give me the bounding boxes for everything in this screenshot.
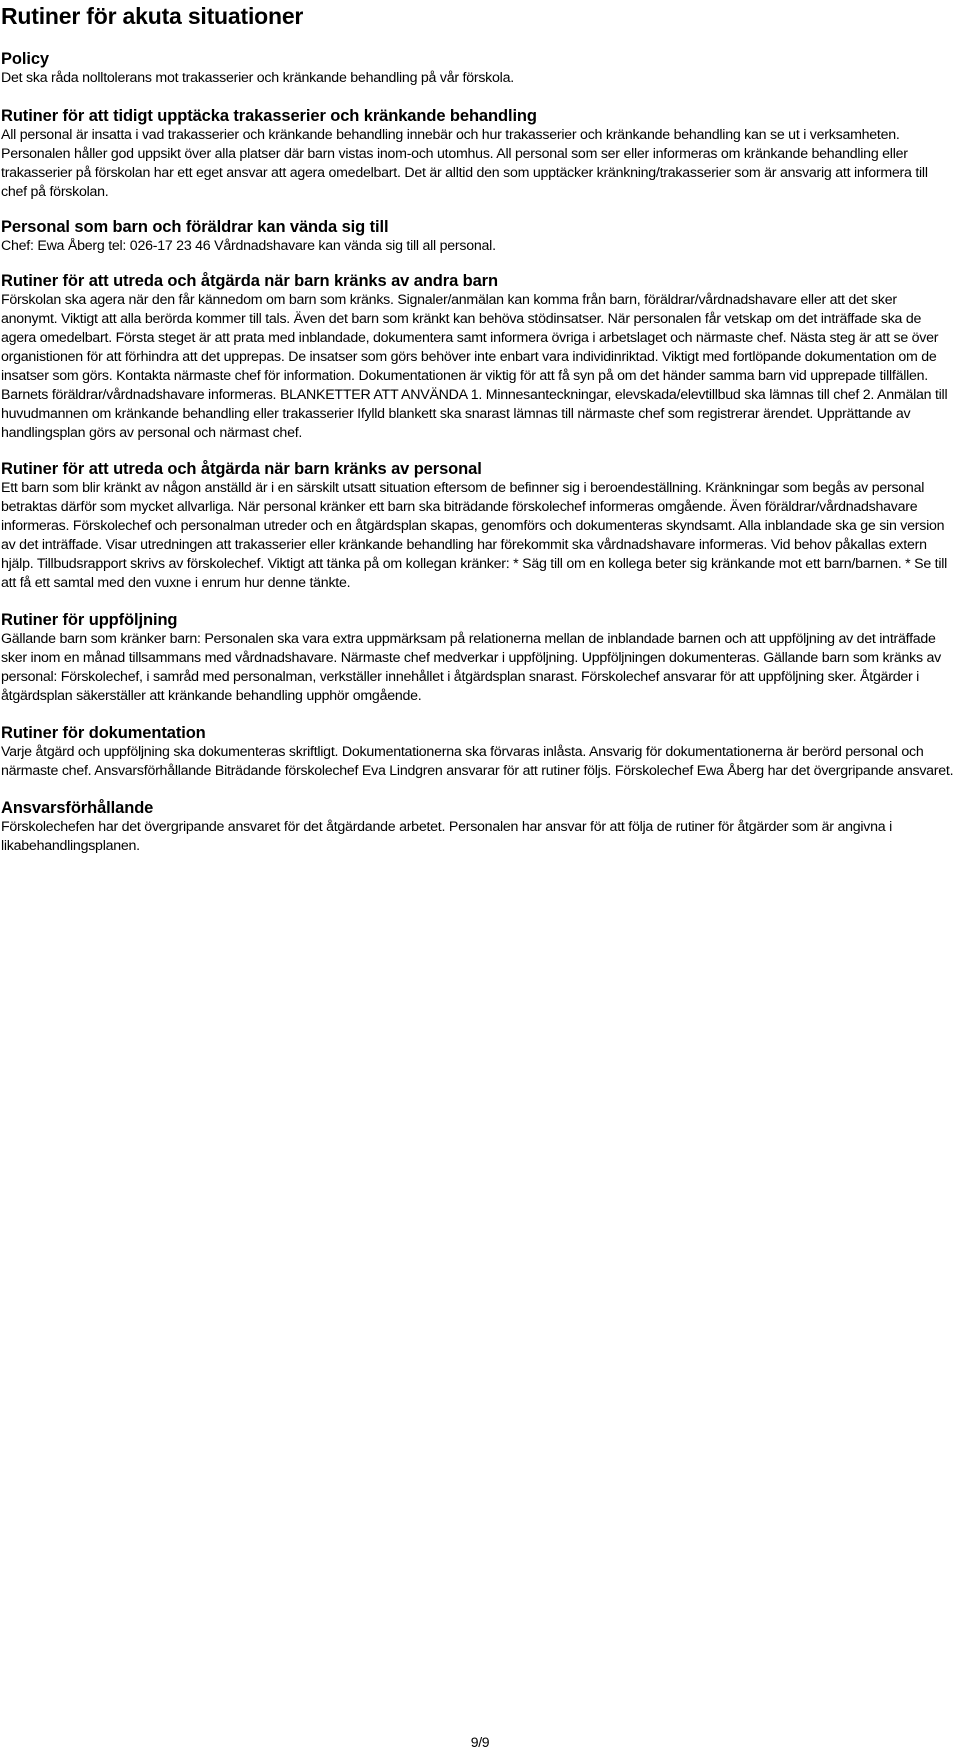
section-body: Förskolechefen har det övergripande ansvaret för det åtgärdande arbetet. Personalen har ansvar för att följa de rutiner för åtgärder som är angivna i likabehandlingsplanen. — [1, 819, 892, 854]
document-title: Rutiner för akuta situationer — [1, 3, 304, 29]
section-heading: Rutiner för att utreda och åtgärda när barn kränks av personal — [1, 460, 482, 478]
section-early-detection — [1, 106, 956, 202]
document-page — [0, 0, 960, 856]
section-body: Chef: Ewa Åberg tel: 026-17 23 46 Vårdnadshavare kan vända sig till all personal. — [1, 238, 496, 254]
section-body: Det ska råda nolltolerans mot trakasserier och kränkande behandling på vår förskola. — [1, 70, 514, 86]
section-heading: Rutiner för dokumentation — [1, 724, 206, 742]
section-heading: Personal som barn och föräldrar kan vända sig till — [1, 218, 389, 236]
section-heading: Policy — [1, 50, 50, 68]
section-body: Varje åtgärd och uppföljning ska dokumenteras skriftligt. Dokumentationerna ska förvaras inlåsta. Ansvarig för dokumentationerna är berörd personal och närmaste chef. Ansvarsförhållande Biträdande förskolechef Eva Lindgren ansvarar för att rutiner följs. Förskolechef Ewa Åberg har det övergripande ansvaret. — [1, 744, 954, 779]
section-follow-up — [1, 610, 956, 706]
section-documentation — [1, 723, 956, 781]
section-heading: Rutiner för att utreda och åtgärda när barn kränks av andra barn — [1, 272, 498, 290]
page-number: 9/9 — [470, 1734, 490, 1750]
section-body: Förskolan ska agera när den får kännedom om barn som kränks. Signaler/anmälan kan komma från barn, föräldrar/vårdnadshavare eller att det sker anonymt. Viktigt att alla berörda kommer till tals. Även det barn som kränkt kan behöva stödinsatser. När personalen får vetskap om det inträffade ska de agera omedelbart. Första steget är att prata med inblandade, dokumentera samt informera övriga i arbetslaget och närmaste chef. Nästa steg är att se över organistionen för att förhindra att det upprepas. De insatser som görs behöver inte enbart vara individinriktad. Viktigt med fortlöpande dokumentation om de insatser som görs. Kontakta närmaste chef för information. Dokumentationen är viktig för att få syn på om det händer samma barn vid upprepade tillfällen. Barnets föräldrar/vårdnadshavare informeras. BLANKETTER ATT ANVÄNDA 1. Minnesanteckningar, elevskada/elevtillbud ska lämnas till chef 2. Anmälan till huvudmannen om kränkande behandling eller trakasserier Ifylld blankett ska snarast lämnas till närmaste chef som registrerar ärendet. Upprättande av handlingsplan görs av personal och närmast chef. — [1, 292, 948, 441]
section-child-on-child — [1, 271, 956, 443]
section-contact-persons — [1, 217, 956, 256]
section-heading: Rutiner för uppföljning — [1, 611, 178, 629]
section-policy — [1, 49, 956, 88]
section-responsibility — [1, 798, 956, 856]
section-heading: Rutiner för att tidigt upptäcka trakasserier och kränkande behandling — [1, 107, 537, 125]
section-body: Ett barn som blir kränkt av någon anställd är i en särskilt utsatt situation eftersom de befinner sig i beroendeställning. Kränkningar som begås av personal betraktas därför som mycket allvarliga. När personal kränker ett barn ska biträdande förskolechef informeras omgående. Även föräldrar/vårdnadshavare informeras. Förskolechef och personalman utreder och en åtgärdsplan skapas, genomförs och dokumenteras skyndsamt. Alla inblandade ska ge sin version av det inträffade. Visar utredningen att trakasserier eller kränkande behandling har förekommit ska vårdnadshavare informeras. Vid behov påkallas extern hjälp. Tillbudsrapport skrivs av förskolechef. Viktigt att tänka på om kollegan kränker: * Säg till om en kollega beter sig kränkande mot ett barn/barnen. * Se till att få ett samtal med den vuxne i enrum hur denne tänkte. — [1, 480, 948, 591]
section-staff-on-child — [1, 459, 956, 593]
section-body: All personal är insatta i vad trakasserier och kränkande behandling innebär och hur trakasserier och kränkande behandling kan se ut i verksamheten. Personalen håller god uppsikt över alla platser där barn vistas inom-och utomhus. All personal som ser eller informeras om kränkande behandling eller trakasserier på förskolan har ett eget ansvar att agera omedelbart. Det är alltid den som upptäcker kränkning/trakasserier som är ansvarig att informera till chef på förskolan. — [1, 127, 928, 200]
section-body: Gällande barn som kränker barn: Personalen ska vara extra uppmärksam på relationerna mellan de inblandade barnen och att uppföljning av det inträffade sker inom en månad tillsammans med vårdnadshavare. Närmaste chef medverkar i uppföljning. Uppföljningen dokumenteras. Gällande barn som kränks av personal: Förskolechef, i samråd med personalman, verkställer innehållet i åtgärdsplan snarast. Förskolechef ansvarar för att uppföljning sker. Åtgärder i åtgärdsplan säkerställer att kränkande behandling upphör omgående. — [1, 631, 942, 704]
section-heading: Ansvarsförhållande — [1, 799, 154, 817]
